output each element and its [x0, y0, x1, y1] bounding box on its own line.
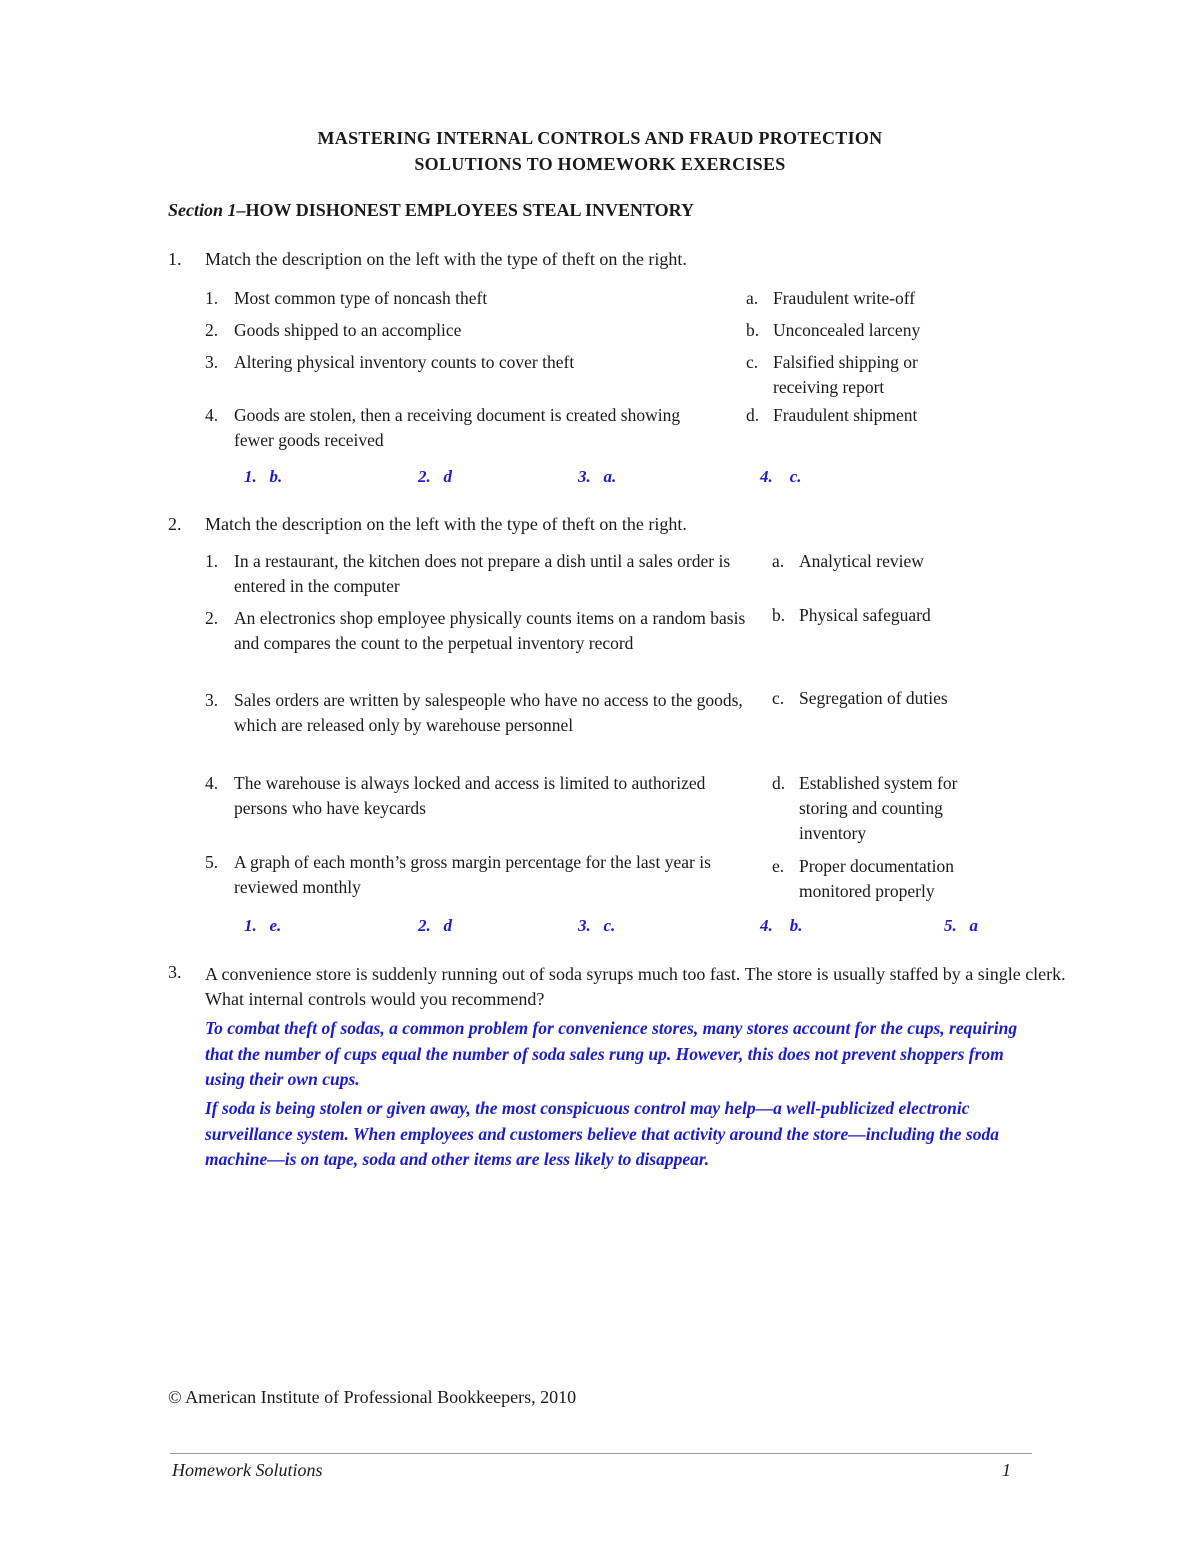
- section-title: HOW DISHONEST EMPLOYEES STEAL INVENTORY: [245, 200, 695, 220]
- question-text: A convenience store is suddenly running out of soda syrups much too fast. The store is usually staffed by a single clerk. What internal controls would you recommend?: [205, 964, 1066, 1009]
- q2-answer: 5. a: [944, 916, 978, 935]
- item-letter: b.: [746, 320, 760, 340]
- q2-answer: 1. e.: [244, 916, 282, 935]
- item-text: Unconcealed larceny: [773, 320, 921, 340]
- item-text: An electronics shop employee physically counts items on a random basis and compares the count to the perpetual inventory record: [234, 608, 746, 653]
- question-number: 1.: [168, 249, 182, 269]
- item-text: Falsified shipping or receiving report: [773, 352, 918, 397]
- item-letter: e.: [772, 856, 785, 876]
- q2-answer: 2. d: [418, 916, 452, 935]
- item-text: Most common type of noncash theft: [234, 288, 488, 308]
- item-letter: a.: [772, 551, 785, 571]
- item-text: In a restaurant, the kitchen does not prepare a dish until a sales order is entered in the computer: [234, 551, 731, 596]
- item-number: 1.: [205, 288, 219, 308]
- q1-answer: 2. d: [418, 467, 452, 486]
- section-label: Section 1: [168, 200, 237, 220]
- q2-answer: 3. c.: [578, 916, 616, 935]
- document-title-line2: SOLUTIONS TO HOMEWORK EXERCISES: [414, 154, 786, 174]
- q3-answer-paragraph-1: To combat theft of sodas, a common problem for convenience stores, many stores account for the cups, requiring that the number of cups equal the number of soda sales rung up. However, this does not prevent shoppers from using their own cups.: [205, 1018, 1018, 1089]
- item-letter: c.: [746, 352, 759, 372]
- question-text: Match the description on the left with the type of theft on the right.: [205, 514, 687, 534]
- item-text: Analytical review: [799, 551, 924, 571]
- item-text: Goods shipped to an accomplice: [234, 320, 462, 340]
- item-letter: a.: [746, 288, 759, 308]
- section-dash: –: [236, 200, 246, 220]
- item-letter: d.: [772, 773, 786, 793]
- item-number: 3.: [205, 352, 219, 372]
- item-text: The warehouse is always locked and access is limited to authorized persons who have keycards: [234, 773, 706, 818]
- item-number: 4.: [205, 405, 219, 425]
- item-text: A graph of each month’s gross margin percentage for the last year is reviewed monthly: [234, 852, 711, 897]
- item-text: Fraudulent shipment: [773, 405, 918, 425]
- item-number: 2.: [205, 608, 219, 628]
- footer-divider: [170, 1453, 1032, 1454]
- q1-left-item: [205, 403, 725, 455]
- item-number: 4.: [205, 773, 219, 793]
- copyright-notice: © American Institute of Professional Bookkeepers, 2010: [168, 1387, 577, 1407]
- q1-answer: 3. a.: [578, 467, 617, 486]
- q3-answer-paragraph-2: If soda is being stolen or given away, the most conspicuous control may help—a well-publicized electronic surveillance system. When employees and customers believe that activity around the store—including the soda machine—is on tape, soda and other items are less likely to disappear.: [205, 1098, 999, 1169]
- item-text: Established system for storing and counting inventory: [799, 773, 958, 843]
- item-letter: d.: [746, 405, 760, 425]
- item-text: Segregation of duties: [799, 688, 948, 708]
- footer-label: Homework Solutions: [172, 1460, 323, 1480]
- item-number: 1.: [205, 551, 219, 571]
- item-number: 3.: [205, 690, 219, 710]
- document-title-line1: MASTERING INTERNAL CONTROLS AND FRAUD PROTECTION: [317, 128, 883, 148]
- q2-answer: 4. b.: [760, 916, 803, 935]
- item-text: Goods are stolen, then a receiving document is created showing fewer goods received: [234, 405, 681, 450]
- q1-answer: 1. b.: [244, 467, 283, 486]
- item-letter: c.: [772, 688, 785, 708]
- item-text: Fraudulent write-off: [773, 288, 916, 308]
- item-text: Altering physical inventory counts to cover theft: [234, 352, 575, 372]
- item-text: Proper documentation monitored properly: [799, 856, 955, 901]
- item-text: Sales orders are written by salespeople who have no access to the goods, which are released only by warehouse personnel: [234, 690, 743, 735]
- question-text: Match the description on the left with the type of theft on the right.: [205, 249, 687, 269]
- page-number: 1: [1002, 1460, 1011, 1480]
- item-letter: b.: [772, 605, 786, 625]
- q1-answer: 4. c.: [760, 467, 802, 486]
- item-number: 2.: [205, 320, 219, 340]
- question-number: 3.: [168, 962, 182, 982]
- section-heading: [168, 200, 694, 221]
- item-number: 5.: [205, 852, 219, 872]
- question-number: 2.: [168, 514, 182, 534]
- item-text: Physical safeguard: [799, 605, 931, 625]
